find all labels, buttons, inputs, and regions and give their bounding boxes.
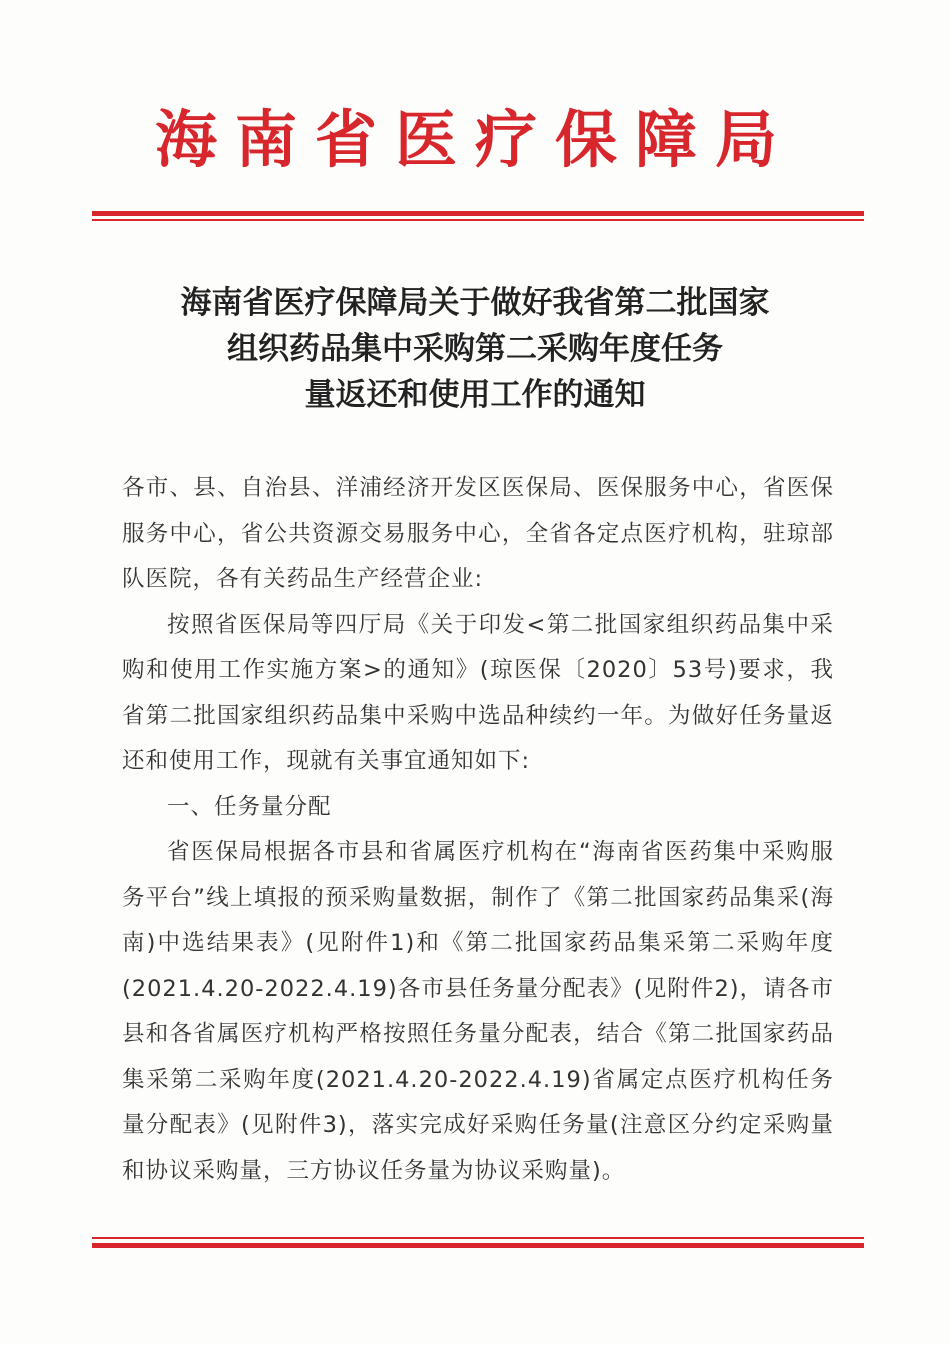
body-paragraph-1: 按照省医保局等四厅局《关于印发<第二批国家组织药品集中采购和使用工作实施方案>的通知》(琼医保〔2020〕53号)要求，我省第二批国家组织药品集中采购中选品种续约一年。为做好任务量返还和使用工作，现就有关事宜通知如下: (122, 611, 834, 774)
addressees-paragraph: 各市、县、自治县、洋浦经济开发区医保局、医保服务中心，省医保服务中心，省公共资源交易服务中心，全省各定点医疗机构，驻琼部队医院，各有关药品生产经营企业: (122, 475, 834, 592)
footer-red-rule-thin (92, 1237, 864, 1239)
letterhead-red-rule-top (92, 211, 864, 216)
letterhead-agency-name: 海南省医疗保障局 (154, 103, 795, 176)
document-body (122, 466, 834, 1194)
document-title-line-1: 海南省医疗保障局关于做好我省第二批国家 (180, 285, 770, 321)
document-title-line-2: 组织药品集中采购第二采购年度任务 (227, 331, 723, 367)
document-title (60, 280, 890, 418)
document-title-line-3: 量返还和使用工作的通知 (304, 377, 646, 413)
section-heading-1: 一、任务量分配 (167, 793, 332, 820)
footer-red-rule (92, 1243, 864, 1248)
letterhead-red-rule-top-thin (92, 219, 864, 221)
body-paragraph-2: 省医保局根据各市县和省属医疗机构在“海南省医药集中采购服务平台”线上填报的预采购量数据，制作了《第二批国家药品集采(海南)中选结果表》(见附件1)和《第二批国家药品集采第二采购年度(2021.4.20-2022.4.19)各市县任务量分配表》(见附件2)，请各市县和各省属医疗机构严格按照任务量分配表，结合《第二批国家药品集采第二采购年度(2021.4.20-2022.4.19)省属定点医疗机构任务量分配表》(见附件3)，落实完成好采购任务量(注意区分约定采购量和协议采购量，三方协议任务量为协议采购量)。 (122, 839, 834, 1184)
